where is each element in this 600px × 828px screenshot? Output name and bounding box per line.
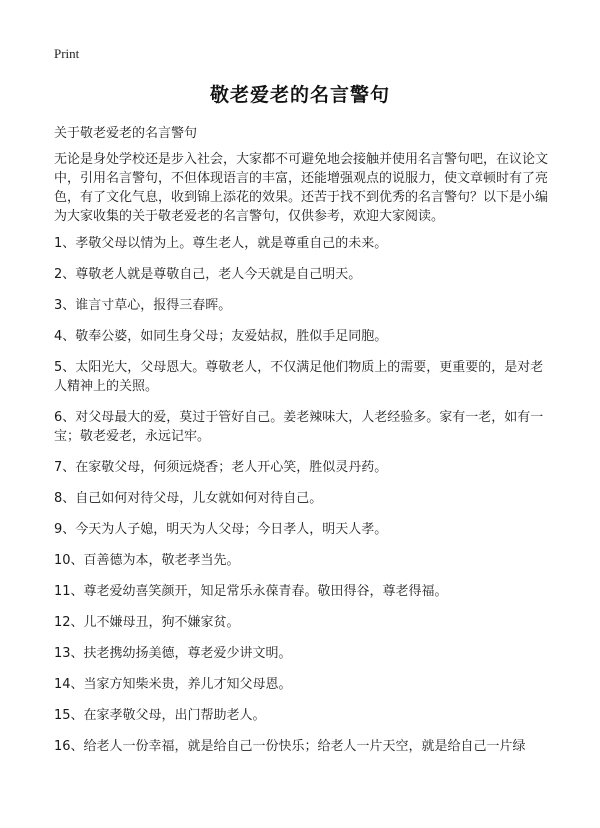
quote-item: 14、当家方知柴米贵，养儿才知父母恩。 [54,677,292,692]
quote-item: 12、儿不嫌母丑，狗不嫌家贫。 [54,615,240,630]
quote-item: 5、太阳光大，父母恩大。尊敬老人，不仅满足他们物质上的需要，更重要的，是对老人精神上的关照。 [54,360,544,394]
print-link[interactable]: Print [54,46,80,61]
quote-item: 10、百善德为本，敬老孝当先。 [54,553,240,568]
quote-item: 11、尊老爱幼喜笑颜开，知足常乐永葆青春。敬田得谷，尊老得福。 [54,584,448,599]
quote-item: 6、对父母最大的爱，莫过于管好自己。姜老辣味大，人老经验多。家有一老，如有一宝；敬老爱老，永远记牢。 [54,410,544,444]
quote-item: 15、在家孝敬父母，出门帮助老人。 [54,708,266,723]
quote-item: 3、谁言寸草心，报得三春晖。 [54,298,232,313]
quote-item: 2、尊敬老人就是尊敬自己，老人今天就是自己明天。 [54,267,362,282]
quote-item: 9、今天为人子媳，明天为人父母；今日孝人，明天人孝。 [54,522,388,537]
quote-item: 7、在家敬父母，何须远烧香；老人开心笑，胜似灵丹药。 [54,460,388,475]
article-subtitle: 关于敬老爱老的名言警句 [54,126,198,141]
quote-item: 1、孝敬父母以情为上。尊生老人，就是尊重自己的未来。 [54,236,388,251]
quote-item: 8、自己如何对待父母，儿女就如何对待自己。 [54,491,323,506]
quote-item: 13、扶老携幼扬美德，尊老爱少讲文明。 [54,646,292,661]
page-title: 敬老爱老的名言警句 [209,84,390,106]
quote-list [54,234,548,768]
intro-paragraph: 无论是身处学校还是步入社会，大家都不可避免地会接触并使用名言警句吧，在议论文中，引用名言警句，不但体现语言的丰富，还能增强观点的说服力，使文章顿时有了亮色，有了文化气息，收到锦上添花的效果。还苦于找不到优秀的名言警句？以下是小编为大家收集的关于敬老爱老的名言警句，仅供参考，欢迎大家阅读。 [54,152,549,224]
quote-item: 16、给老人一份幸福，就是给自己一份快乐；给老人一片天空，就是给自己一片绿 [54,739,526,754]
quote-item: 4、敬奉公婆，如同生身父母；友爱姑叔，胜似手足同胞。 [54,329,388,344]
